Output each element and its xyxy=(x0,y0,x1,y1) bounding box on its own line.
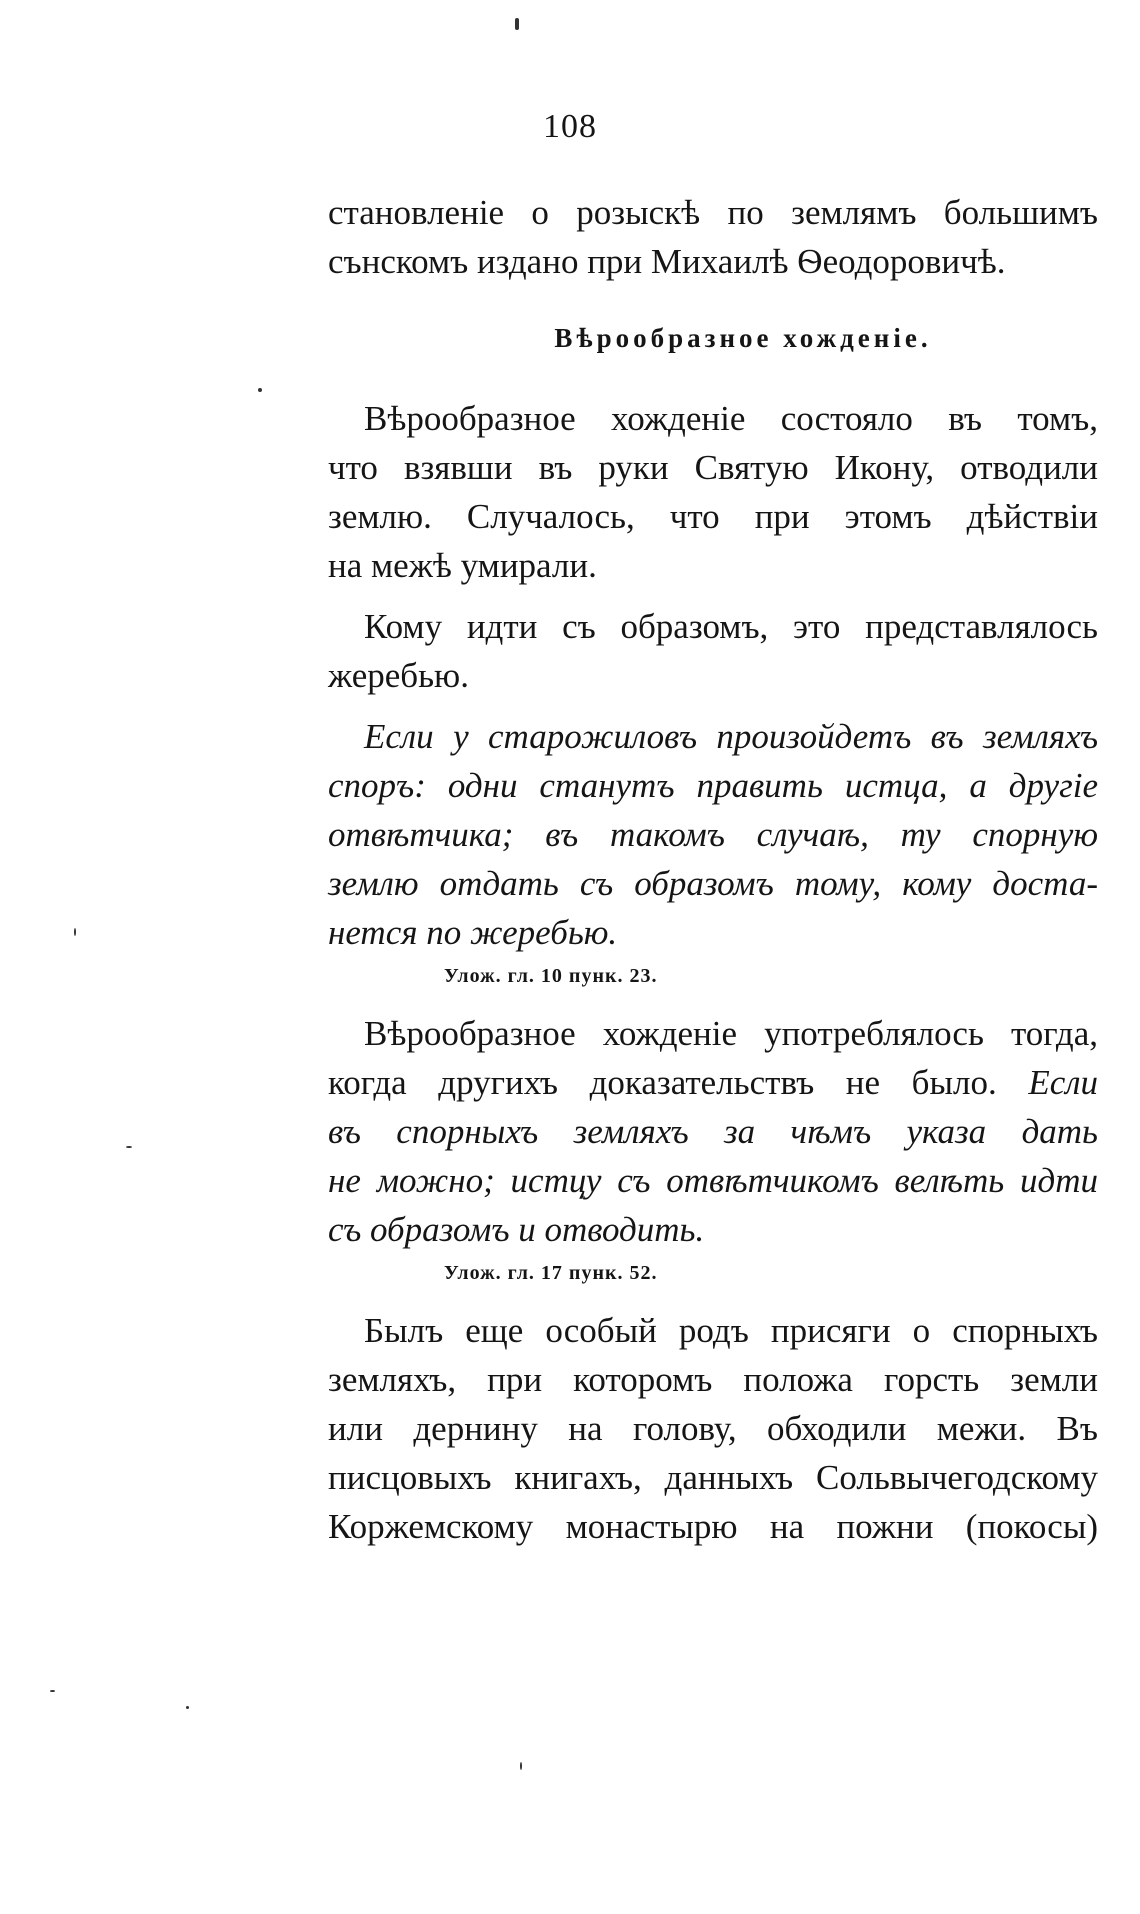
italic-span: Если xyxy=(1028,1063,1099,1102)
paragraph-gap xyxy=(328,590,1098,602)
text-line xyxy=(328,1058,1098,1107)
quote-line: споръ: одни станутъ править истца, а другіе xyxy=(328,766,1098,805)
text-line: на межѣ умирали. xyxy=(328,546,597,585)
text-span: когда другихъ доказательствъ не было. xyxy=(328,1063,997,1102)
citation: Улож. гл. 10 пунк. 23. xyxy=(444,965,658,987)
page-number: 108 xyxy=(543,108,597,145)
citation: Улож. гл. 17 пунк. 52. xyxy=(444,1262,658,1284)
text-line: сънскомъ издано при Михаилѣ Ѳеодоровичѣ. xyxy=(328,242,1006,281)
section-heading: Вѣрообразное хожденіе. xyxy=(554,323,932,353)
text-line: земляхъ, при которомъ положа горсть земли xyxy=(328,1360,1098,1399)
text-line: жеребью. xyxy=(328,656,469,695)
paragraph-gap xyxy=(328,700,1098,712)
scan-speck xyxy=(520,1762,522,1770)
text-line: становленіе о розыскѣ по землямъ большимъ xyxy=(328,193,1098,232)
quote-line: отвѣтчика; въ такомъ случаѣ, ту спорную xyxy=(328,815,1098,854)
quote-line: не можно; истцу съ отвѣтчикомъ велѣть идти xyxy=(328,1161,1098,1200)
scan-speck xyxy=(126,1146,132,1148)
scan-speck xyxy=(50,1690,55,1692)
text-line: что взявши въ руки Святую Икону, отводили xyxy=(328,448,1098,487)
quote-line: землю отдать съ образомъ тому, кому доста- xyxy=(328,864,1098,903)
text-line: писцовыхъ книгахъ, данныхъ Сольвычегодскому xyxy=(328,1458,1098,1497)
text-line: или дернину на голову, обходили межи. Въ xyxy=(328,1409,1098,1448)
text-line: Былъ еще особый родъ присяги о спорныхъ xyxy=(364,1311,1098,1350)
text-line: Вѣрообразное хожденіе состояло въ томъ, xyxy=(364,399,1098,438)
text-line: Коржемскому монастырю на пожни (покосы) xyxy=(328,1507,1098,1546)
quote-line: въ спорныхъ земляхъ за чѣмъ указа дать xyxy=(328,1112,1098,1151)
quote-line: Если у старожиловъ произойдетъ въ земляхъ xyxy=(364,717,1098,756)
body-text xyxy=(328,188,1098,1551)
scan-speck xyxy=(258,388,262,392)
scan-speck xyxy=(186,1706,189,1709)
scan-speck xyxy=(515,18,519,30)
scan-speck xyxy=(74,928,76,936)
quote-line: нется по жеребью. xyxy=(328,913,618,952)
quote-line: съ образомъ и отводить. xyxy=(328,1210,705,1249)
text-line: землю. Случалось, что при этомъ дѣйствіи xyxy=(328,497,1098,536)
text-line: Кому идти съ образомъ, это представлялось xyxy=(364,607,1098,646)
text-line: Вѣрообразное хожденіе употреблялось тогда, xyxy=(364,1014,1098,1053)
